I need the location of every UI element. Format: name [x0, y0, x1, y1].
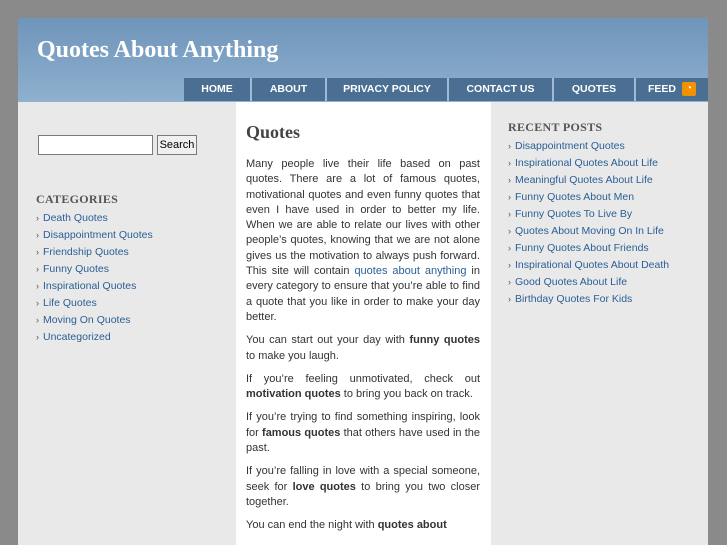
- paragraph-text: You can end the night with: [246, 519, 378, 532]
- paragraph-text: to bring you two closer together.: [246, 480, 480, 508]
- paragraph-text: that others have used in the past.: [246, 426, 480, 455]
- chevron-right-icon: ›: [36, 247, 39, 257]
- bold-keyword: love quotes: [292, 480, 356, 493]
- nav-contact-label: CONTACT US: [466, 83, 535, 95]
- recent-post-item[interactable]: [508, 189, 669, 206]
- chevron-right-icon: ›: [36, 281, 39, 291]
- nav-feed-label: FEED: [647, 83, 676, 95]
- rss-feed-icon[interactable]: ◔: [682, 82, 696, 96]
- recent-post-label: Quotes About Moving On In Life: [515, 225, 664, 237]
- paragraph: [246, 410, 480, 456]
- category-item[interactable]: [36, 278, 153, 295]
- paragraph-text: If you’re falling in love with a special someone, seek for: [246, 465, 480, 493]
- category-label: Disappointment Quotes: [43, 229, 153, 241]
- paragraph-text: to bring you back on track.: [340, 388, 473, 401]
- category-item[interactable]: [36, 261, 153, 278]
- paragraph: [246, 333, 480, 364]
- recent-post-item[interactable]: [508, 240, 669, 257]
- recent-post-item[interactable]: [508, 206, 669, 223]
- recent-post-label: Disappointment Quotes: [515, 140, 625, 152]
- paragraph-text: If you’re feeling unmotivated, check out: [246, 372, 480, 385]
- chevron-right-icon: ›: [36, 332, 39, 342]
- nav-about[interactable]: [252, 78, 327, 101]
- chevron-right-icon: ›: [508, 141, 511, 151]
- recent-post-label: Inspirational Quotes About Death: [515, 259, 670, 271]
- chevron-right-icon: ›: [36, 230, 39, 240]
- recent-post-label: Funny Quotes About Friends: [515, 242, 649, 254]
- chevron-right-icon: ›: [508, 209, 511, 219]
- chevron-right-icon: ›: [508, 158, 511, 168]
- search-input[interactable]: [38, 135, 153, 155]
- category-label: Death Quotes: [43, 212, 108, 224]
- nav-about-label: ABOUT: [269, 83, 308, 95]
- category-item[interactable]: [36, 227, 153, 244]
- chevron-right-icon: ›: [36, 315, 39, 325]
- page-frame: [18, 18, 708, 545]
- recent-posts-heading: RECENT POSTS: [508, 120, 603, 134]
- nav-quotes[interactable]: [554, 78, 636, 101]
- recent-post-label: Meaningful Quotes About Life: [515, 174, 653, 186]
- nav-privacy-label: PRIVACY POLICY: [343, 83, 431, 95]
- nav-feed[interactable]: [636, 78, 708, 101]
- nav-home-label: HOME: [201, 83, 233, 95]
- chevron-right-icon: ›: [36, 213, 39, 223]
- paragraph-text: If you’re trying to find something inspiring, look for: [246, 411, 480, 439]
- category-label: Inspirational Quotes: [43, 280, 137, 292]
- recent-posts-list: [508, 138, 669, 308]
- category-label: Friendship Quotes: [43, 246, 129, 258]
- category-item[interactable]: [36, 210, 153, 227]
- bold-keyword: motivation quotes: [246, 388, 341, 401]
- paragraph-text: Many people live their life based on past quotes. There are a lot of famous quotes, motivational quotes and even funny quotes that even I have used in order to better my life. When we are able to relate our lives with other people’s quotes, knowing that we are not alone gives us the motivation to always push forward. This site will contain: [246, 158, 480, 278]
- nav-privacy-policy[interactable]: [327, 78, 449, 101]
- recent-post-label: Good Quotes About Life: [515, 276, 628, 288]
- category-label: Life Quotes: [43, 297, 97, 309]
- site-title[interactable]: Quotes About Anything: [37, 37, 279, 63]
- categories-heading: CATEGORIES: [36, 192, 119, 206]
- category-label: Uncategorized: [43, 331, 111, 343]
- recent-post-label: Funny Quotes To Live By: [515, 208, 633, 220]
- category-item[interactable]: [36, 312, 153, 329]
- nav-home[interactable]: [184, 78, 252, 101]
- chevron-right-icon: ›: [36, 298, 39, 308]
- paragraph: [246, 518, 480, 533]
- post-body: [246, 157, 480, 542]
- category-item[interactable]: [36, 244, 153, 261]
- main-content: [236, 102, 491, 545]
- site-header: [18, 18, 708, 102]
- recent-post-label: Inspirational Quotes About Life: [515, 157, 659, 169]
- recent-post-label: Funny Quotes About Men: [515, 191, 635, 203]
- chevron-right-icon: ›: [508, 175, 511, 185]
- chevron-right-icon: ›: [508, 192, 511, 202]
- category-label: Moving On Quotes: [43, 314, 131, 326]
- recent-post-item[interactable]: [508, 172, 669, 189]
- bold-keyword: famous quotes: [262, 426, 341, 439]
- paragraph-text: to make you laugh.: [246, 349, 339, 362]
- recent-post-item[interactable]: [508, 291, 669, 308]
- chevron-right-icon: ›: [508, 243, 511, 253]
- bold-keyword: quotes about: [377, 519, 447, 532]
- nav-contact-us[interactable]: [449, 78, 554, 101]
- categories-list: [36, 210, 153, 346]
- chevron-right-icon: ›: [508, 260, 511, 270]
- paragraph: [246, 464, 480, 510]
- quotes-about-anything-link[interactable]: quotes about anything: [354, 265, 467, 278]
- category-item[interactable]: [36, 295, 153, 312]
- page-title: Quotes: [246, 122, 300, 142]
- category-item[interactable]: [36, 329, 153, 346]
- category-label: Funny Quotes: [43, 263, 109, 275]
- recent-post-item[interactable]: [508, 155, 669, 172]
- nav-quotes-label: QUOTES: [571, 83, 617, 95]
- paragraph-text: in every category to ensure that you’re able to find a quote that you like in order to make your day better.: [246, 265, 480, 323]
- chevron-right-icon: ›: [36, 264, 39, 274]
- chevron-right-icon: ›: [508, 294, 511, 304]
- recent-post-item[interactable]: [508, 257, 669, 274]
- paragraph: [246, 372, 480, 403]
- chevron-right-icon: ›: [508, 226, 511, 236]
- search-button[interactable]: Search: [157, 135, 197, 155]
- recent-post-label: Birthday Quotes For Kids: [515, 293, 633, 305]
- recent-post-item[interactable]: [508, 274, 669, 291]
- paragraph-text: You can start out your day with: [246, 334, 410, 347]
- recent-post-item[interactable]: [508, 138, 669, 155]
- bold-keyword: funny quotes: [409, 334, 480, 347]
- main-nav: [184, 78, 708, 101]
- paragraph: [246, 157, 480, 325]
- chevron-right-icon: ›: [508, 277, 511, 287]
- recent-post-item[interactable]: [508, 223, 669, 240]
